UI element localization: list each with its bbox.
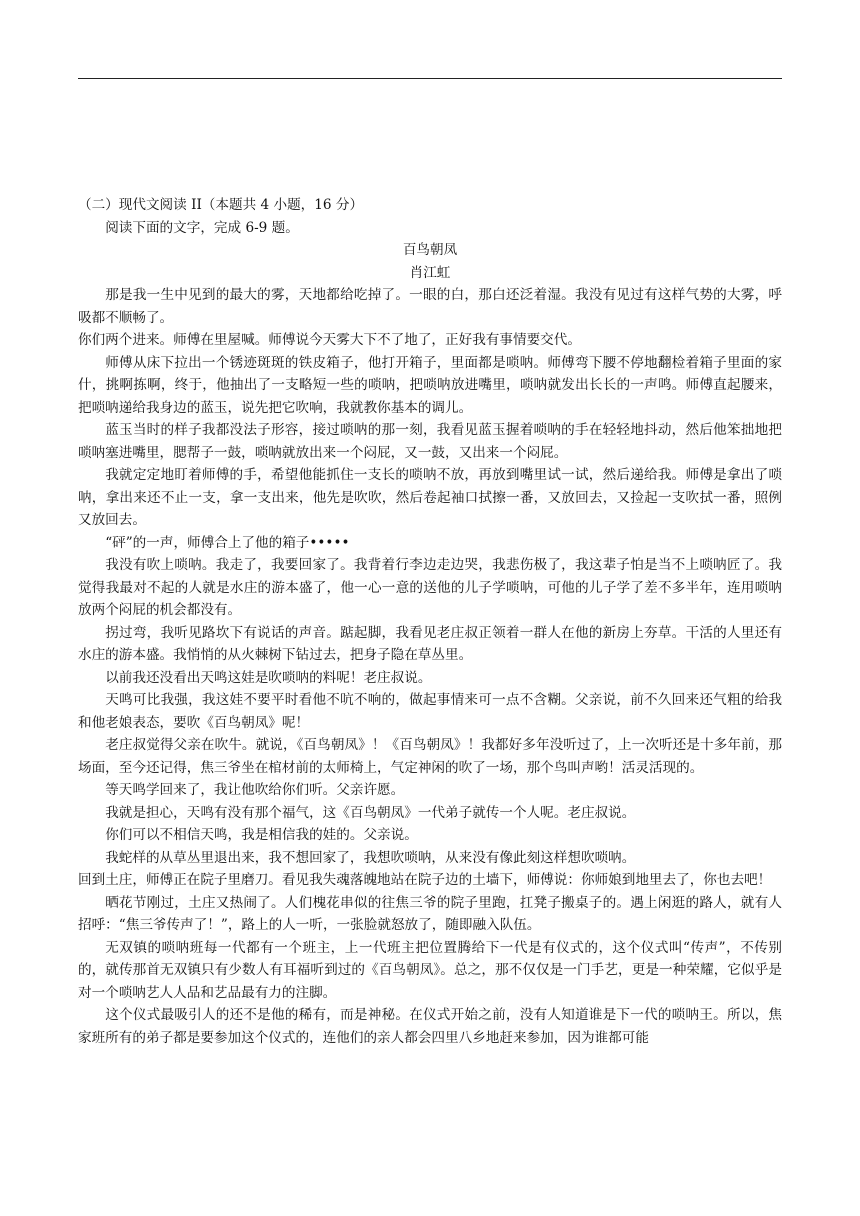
section-heading: （二）现代文阅读 II（本题共 4 小题，16 分） (78, 197, 364, 213)
paragraph: 晒花节刚过，土庄又热闹了。人们槐花串似的往焦三爷的院子里跑，扛凳子搬桌子的。遇上闲逛的路人，就有人招呼：“焦三爷传声了！”，路上的人一听，一张脸就怒放了，随即融入队伍。 (78, 894, 782, 933)
paragraph: 我就定定地盯着师傅的手，希望他能抓住一支长的唢呐不放，再放到嘴里试一试，然后递给我。师傅是拿出了唢呐，拿出来还不止一支，拿一支出来，他先是吹吹，然后卷起袖口拭擦一番，又放回去，又捡起一支吹拭一番，照例又放回去。 (78, 467, 782, 528)
header-rule (78, 78, 782, 79)
paragraph: 这个仪式最吸引人的还不是他的稀有，而是神秘。在仪式开始之前，没有人知道谁是下一代的唢呐王。所以，焦家班所有的弟子都是要参加这个仪式的，连他们的亲人都会四里八乡地赶来参加，因为谁都可能 (78, 1007, 782, 1046)
paragraph: 师傅从床下拉出一个锈迹斑斑的铁皮箱子，他打开箱子，里面都是唢呐。师傅弯下腰不停地翻检着箱子里面的家什，挑啊拣啊，终于，他抽出了一支略短一些的唢呐，把唢呐放进嘴里，唢呐就发出长长的一声鸣。师傅直起腰来，把唢呐递给我身边的蓝玉，说先把它吹响，我就教你基本的调儿。 (78, 354, 782, 416)
paragraph: 无双镇的唢呐班每一代都有一个班主，上一代班主把位置腾给下一代是有仪式的，这个仪式叫“传声”，不传别的，就传那首无双镇只有少数人有耳福听到过的《百鸟朝凤》。总之，那不仅仅是一门手艺，更是一种荣耀，它似乎是对一个唢呐艺人人品和艺品最有力的注脚。 (78, 939, 782, 1001)
paragraph: 天鸣可比我强，我这娃不要平时看他不吭不响的，做起事情来可一点不含糊。父亲说，前不久回来还气粗的给我和他老娘表态，要吹《百鸟朝凤》呢！ (78, 692, 782, 731)
paragraph: 以前我还没看出天鸣这娃是吹唢呐的料呢！老庄叔说。 (105, 669, 432, 686)
paragraph: 等天鸣学回来了，我让他吹给你们听。父亲许愿。 (105, 782, 405, 798)
story-title: 百鸟朝凤 (402, 242, 458, 258)
paragraph: 那是我一生中见到的最大的雾，天地都给吃掉了。一眼的白，那白还泛着湿。我没有见过有这样气势的大雾，呼吸都不顺畅了。 (78, 287, 782, 326)
paragraph: 回到土庄，师傅正在院子里磨刀。看见我失魂落魄地站在院子边的土墙下，师傅说：你师娘到地里去了，你也去吧！ (78, 872, 772, 888)
paragraph: 我就是担心，天鸣有没有那个福气，这《百鸟朝凤》一代弟子就传一个人呢。老庄叔说。 (105, 804, 636, 821)
paragraph: “砰”的一声，师傅合上了他的箱子••••• (105, 534, 350, 551)
paragraph: 你们两个进来。师傅在里屋喊。师傅说今天雾大下不了地了，正好我有事情要交代。 (78, 332, 581, 348)
reading-instruction: 阅读下面的文字，完成 6-9 题。 (105, 219, 299, 236)
paragraph: 拐过弯，我听见路坎下有说话的声音。踮起脚，我看见老庄叔正领着一群人在他的新房上夯草。干活的人里还有水庄的游本盛。我悄悄的从火棘树下钻过去，把身子隐在草丛里。 (78, 624, 782, 663)
story-author: 肖江虹 (409, 264, 451, 281)
paragraph: 蓝玉当时的样子我都没法子形容，接过唢呐的那一刻，我看见蓝玉握着唢呐的手在轻轻地抖动，然后他笨拙地把唢呐塞进嘴里，腮帮子一鼓，唢呐就放出来一个闷屁，又一鼓，又出来一个闷屁。 (78, 422, 782, 461)
document-body (78, 194, 782, 1049)
paragraph: 你们可以不相信天鸣，我是相信我的娃的。父亲说。 (105, 827, 418, 843)
paragraph: 我蛇样的从草丛里退出来，我不想回家了，我想吹唢呐，从来没有像此刻这样想吹唢呐。 (105, 849, 636, 866)
paragraph: 我没有吹上唢呐。我走了，我要回家了。我背着行李边走边哭，我悲伤极了，我这辈子怕是当不上唢呐匠了。我觉得我最对不起的人就是水庄的游本盛了，他一心一意的送他的儿子学唢呐，可他的儿子学了差不多半年，连用唢呐放两个闷屁的机会都没有。 (78, 557, 782, 618)
paragraph: 老庄叔觉得父亲在吹牛。就说，《百鸟朝凤》！《百鸟朝凤》！我都好多年没听过了，上一次听还是十多年前，那场面，至今还记得，焦三爷坐在棺材前的太师椅上，气定神闲的吹了一场，那个鸟叫声哟！活灵活现的。 (78, 737, 782, 776)
